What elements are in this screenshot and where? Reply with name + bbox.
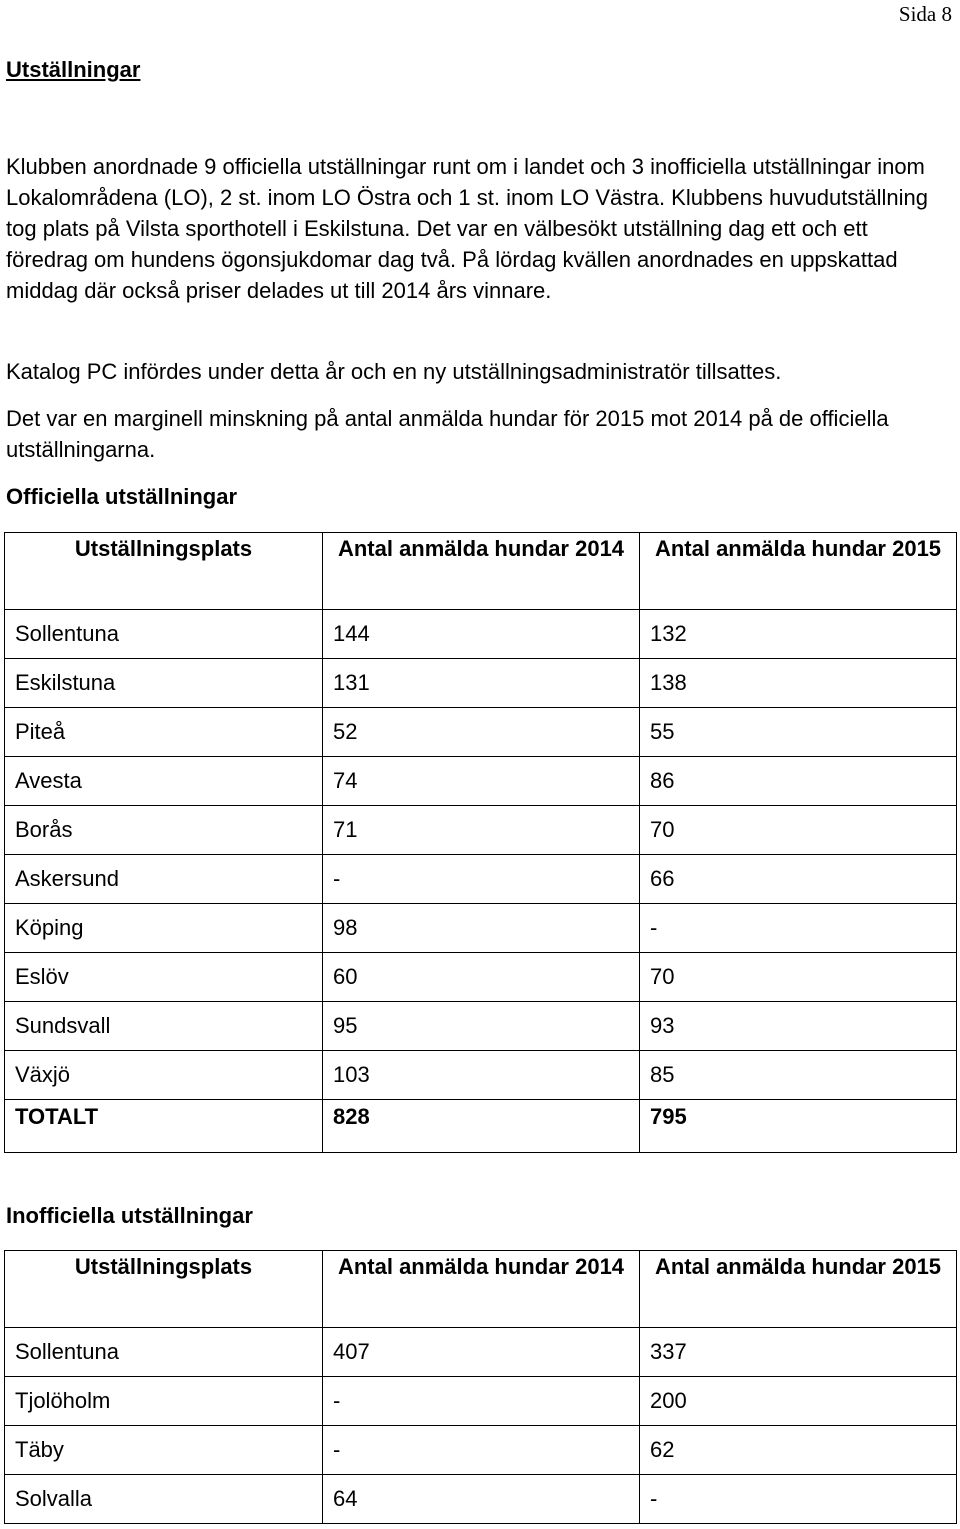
count-2014-cell: 103 bbox=[323, 1051, 640, 1100]
count-2014-cell: - bbox=[323, 1426, 640, 1475]
count-2014-cell: - bbox=[323, 1377, 640, 1426]
count-2015-cell: 132 bbox=[640, 610, 957, 659]
count-2015-cell: 93 bbox=[640, 1002, 957, 1051]
unofficial-shows-title: Inofficiella utställningar bbox=[6, 1203, 253, 1228]
count-2015-cell: - bbox=[640, 1475, 957, 1524]
count-2014-cell: 144 bbox=[323, 610, 640, 659]
count-2014-cell: 71 bbox=[323, 806, 640, 855]
header-cell-location: Utställningsplats bbox=[5, 533, 323, 610]
count-2014-cell: 74 bbox=[323, 757, 640, 806]
count-2015-cell: 70 bbox=[640, 953, 957, 1002]
location-cell: Eskilstuna bbox=[5, 659, 323, 708]
count-2014-cell: - bbox=[323, 855, 640, 904]
table-row bbox=[5, 757, 957, 806]
table-row bbox=[5, 1051, 957, 1100]
count-2015-cell: 62 bbox=[640, 1426, 957, 1475]
table-row bbox=[5, 904, 957, 953]
total-2015-cell: 795 bbox=[640, 1100, 957, 1153]
count-2015-cell: 200 bbox=[640, 1377, 957, 1426]
count-2014-cell: 64 bbox=[323, 1475, 640, 1524]
count-2015-cell: 86 bbox=[640, 757, 957, 806]
location-cell: Borås bbox=[5, 806, 323, 855]
count-2014-cell: 60 bbox=[323, 953, 640, 1002]
page-heading: Utställningar bbox=[6, 57, 141, 82]
count-2015-cell: 66 bbox=[640, 855, 957, 904]
location-cell: Tjolöholm bbox=[5, 1377, 323, 1426]
location-cell: Sollentuna bbox=[5, 1328, 323, 1377]
official-shows-title: Officiella utställningar bbox=[6, 484, 238, 509]
location-cell: Piteå bbox=[5, 708, 323, 757]
header-cell-2014: Antal anmälda hundar 2014 bbox=[323, 533, 640, 610]
catalog-paragraph: Katalog PC infördes under detta år och en ny utställningsadministratör tillsattes. bbox=[6, 359, 782, 384]
official-shows-table bbox=[4, 532, 957, 1153]
count-2015-cell: 70 bbox=[640, 806, 957, 855]
location-cell: Solvalla bbox=[5, 1475, 323, 1524]
count-2014-cell: 52 bbox=[323, 708, 640, 757]
page-number: Sida 8 bbox=[898, 2, 952, 26]
count-2015-cell: 85 bbox=[640, 1051, 957, 1100]
table-row bbox=[5, 610, 957, 659]
table-row bbox=[5, 1426, 957, 1475]
table-row bbox=[5, 1328, 957, 1377]
location-cell: Sundsvall bbox=[5, 1002, 323, 1051]
table-row bbox=[5, 659, 957, 708]
location-cell: Sollentuna bbox=[5, 610, 323, 659]
location-cell: Eslöv bbox=[5, 953, 323, 1002]
header-cell-2015: Antal anmälda hundar 2015 bbox=[640, 533, 957, 610]
count-2014-cell: 98 bbox=[323, 904, 640, 953]
table-header-row bbox=[5, 533, 957, 610]
decrease-paragraph: Det var en marginell minskning på antal anmälda hundar för 2015 mot 2014 på de officiella utställningarna. bbox=[6, 406, 889, 462]
total-row bbox=[5, 1100, 957, 1153]
count-2014-cell: 131 bbox=[323, 659, 640, 708]
table-header-row bbox=[5, 1251, 957, 1328]
total-label-cell: TOTALT bbox=[5, 1100, 323, 1153]
location-cell: Köping bbox=[5, 904, 323, 953]
table-row bbox=[5, 806, 957, 855]
table-row bbox=[5, 708, 957, 757]
total-2014-cell: 828 bbox=[323, 1100, 640, 1153]
count-2015-cell: 138 bbox=[640, 659, 957, 708]
table-row bbox=[5, 953, 957, 1002]
table-row bbox=[5, 1475, 957, 1524]
count-2015-cell: - bbox=[640, 904, 957, 953]
count-2014-cell: 407 bbox=[323, 1328, 640, 1377]
table-row bbox=[5, 1002, 957, 1051]
count-2015-cell: 337 bbox=[640, 1328, 957, 1377]
header-cell-2015: Antal anmälda hundar 2015 bbox=[640, 1251, 957, 1328]
table-row bbox=[5, 1377, 957, 1426]
table-row bbox=[5, 855, 957, 904]
location-cell: Askersund bbox=[5, 855, 323, 904]
count-2014-cell: 95 bbox=[323, 1002, 640, 1051]
unofficial-shows-table bbox=[4, 1250, 957, 1524]
location-cell: Täby bbox=[5, 1426, 323, 1475]
count-2015-cell: 55 bbox=[640, 708, 957, 757]
header-cell-location: Utställningsplats bbox=[5, 1251, 323, 1328]
location-cell: Avesta bbox=[5, 757, 323, 806]
header-cell-2014: Antal anmälda hundar 2014 bbox=[323, 1251, 640, 1328]
location-cell: Växjö bbox=[5, 1051, 323, 1100]
intro-paragraph: Klubben anordnade 9 officiella utställningar runt om i landet och 3 inofficiella utställningar inom Lokalområdena (LO), 2 st. inom LO Östra och 1 st. inom LO Västra. Klubbens huvudutställning tog plats på Vilsta sporthotell i Eskilstuna. Det var en välbesökt utställning dag ett och ett föredrag om hundens ögonsjukdomar dag två. På lördag kvällen anordnades en uppskattad middag där också priser delades ut till 2014 års vinnare. bbox=[6, 154, 929, 303]
